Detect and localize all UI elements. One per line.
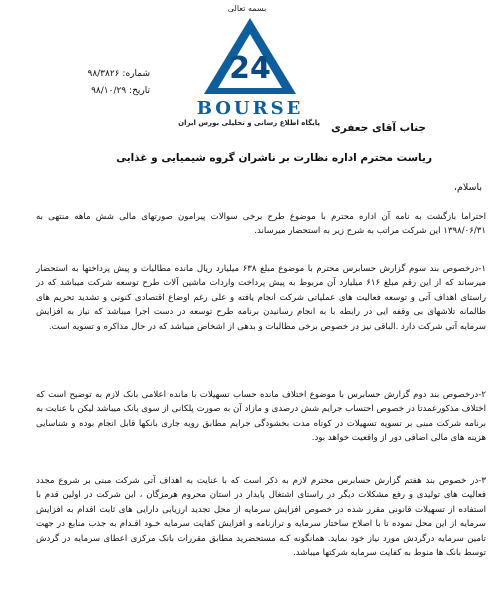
- letter-paragraph-intro: [36, 210, 486, 239]
- letter-paragraph-3: [36, 474, 486, 560]
- paragraph-text: ۲-درخصوص بند دوم گزارش حسابرس با موضوع اختلاف مانده حساب تسهیلات با مانده اعلامی بانک لازم به توضیح است که اختلاف مذکورعمدتا در خصوص احتساب جرایم شش درصدی و مازاد آن به صورت پلکانی از سوی بانک میباشد لیکن با عنایت به برنامه شرکت مبنی بر تسویه تسهیلات در کوتاه مدت بخشودگی جرایم مطابق رویه جاری بانکها قابل انجام بوده و شناسایی هزینه های مالی اضافی دور از واقعیت خواهد بود.: [36, 390, 486, 444]
- letter-date-row: [40, 83, 150, 100]
- letter-greeting: باسلام،: [453, 182, 482, 193]
- letter-number-value: ۹۸/۳۸۲۶: [87, 69, 120, 79]
- svg-text:24: 24: [229, 51, 271, 86]
- letter-paragraph-2: [36, 388, 486, 446]
- letter-date-value: ۹۸/۱۰/۲۹: [91, 86, 127, 96]
- bourse-logo-mark-icon: [200, 14, 300, 98]
- paragraph-text: ۳-در خصوص بند هفتم گزارش حسابرس محترم لازم به ذکر است که با عنایت به اهداف آتی شرکت مبنی بر شروع مجدد فعالیت های تولیدی و رفع مشکلات دیگر در راستای اشتغال پایدار در استان محروم هرمزگان ، این شرکت در اولین قدم با استفاده از تسهیلات قانونی مقرر شده در خصوص افزایش سرمایه از محل تجدید ارزیابی دارایی های ثابت اقدام به افزایش سرمایه از این محل نموده تا با اصلاح ساختار سرمایه و ترازنامه و افزایش کفایت سرمایه خـود اقـدام به جذب منابع در جهت تامین سرمایه درگردش مورد نیاز خود نماید. همانگونه کـه مستحضرید مطابق مقررات بانک مرکزی اعطای سرمایه در گردش توسط بانک ها منوط به کفایت سرمایه شرکتها میباشد.: [36, 476, 486, 559]
- letter-subject: ریاست محترم اداره نظارت بر ناشران گروه شیمیایی و غذایی: [116, 152, 432, 164]
- bourse-logo: [180, 14, 320, 130]
- letter-recipient: جناب آقای جعفری: [331, 122, 426, 134]
- letter-meta: [40, 66, 150, 100]
- logo-brand-text: BOURSE: [196, 98, 304, 119]
- letter-date-label: تاریخ:: [129, 86, 150, 96]
- paragraph-text: ۱-درخصوص بند سوم گزارش حسابرس محترم با موضوع مبلغ ۶۳۸ میلیارد ریال مانده مطالبات و پیش پرداختها به استحضار میرساند که از این رقم مبلغ ۶۱۶ میلیارد آن مربوط به پیش پرداخت واردات ماشین آلات طرح توسعه شرکت میباشد که در راستای اهداف آتی و توسعه فعالیت های عملیاتی شرکت انجام یافته و علی رغم اوضاع اقتصادی کنونی و تشدید تحریم های ظالمانه تلاشهای بی وقفه ایی در رابطه با به انجام رسانیدن برنامه طرح توسعه در دست اجرا میباشد که نیاز به افزایش سرمایه آتی شرکت دارد .الباقی نیز در خصوص برخی مطالبات و بدهی از اشخاص میباشد که در حال مذاکره و تسویه است.: [36, 264, 486, 332]
- logo-subtitle: پایگاه اطلاع رسانی و تحلیلی بورس ایران: [178, 119, 320, 127]
- letter-number-row: [40, 66, 150, 83]
- paragraph-text: احتراما بازگشت به نامه آن اداره محترم با موضوع طرح برخی سوالات پیرامون صورتهای مالی شش ماهه منتهی به ۱۳۹۸/۰۶/۳۱ این شرکت مراتب به شرح زیر به استحضار میرساند.: [36, 212, 486, 237]
- letter-number-label: شماره:: [122, 69, 150, 79]
- bismillah: بسمه تعالی: [227, 4, 267, 13]
- letter-paragraph-1: [36, 262, 486, 334]
